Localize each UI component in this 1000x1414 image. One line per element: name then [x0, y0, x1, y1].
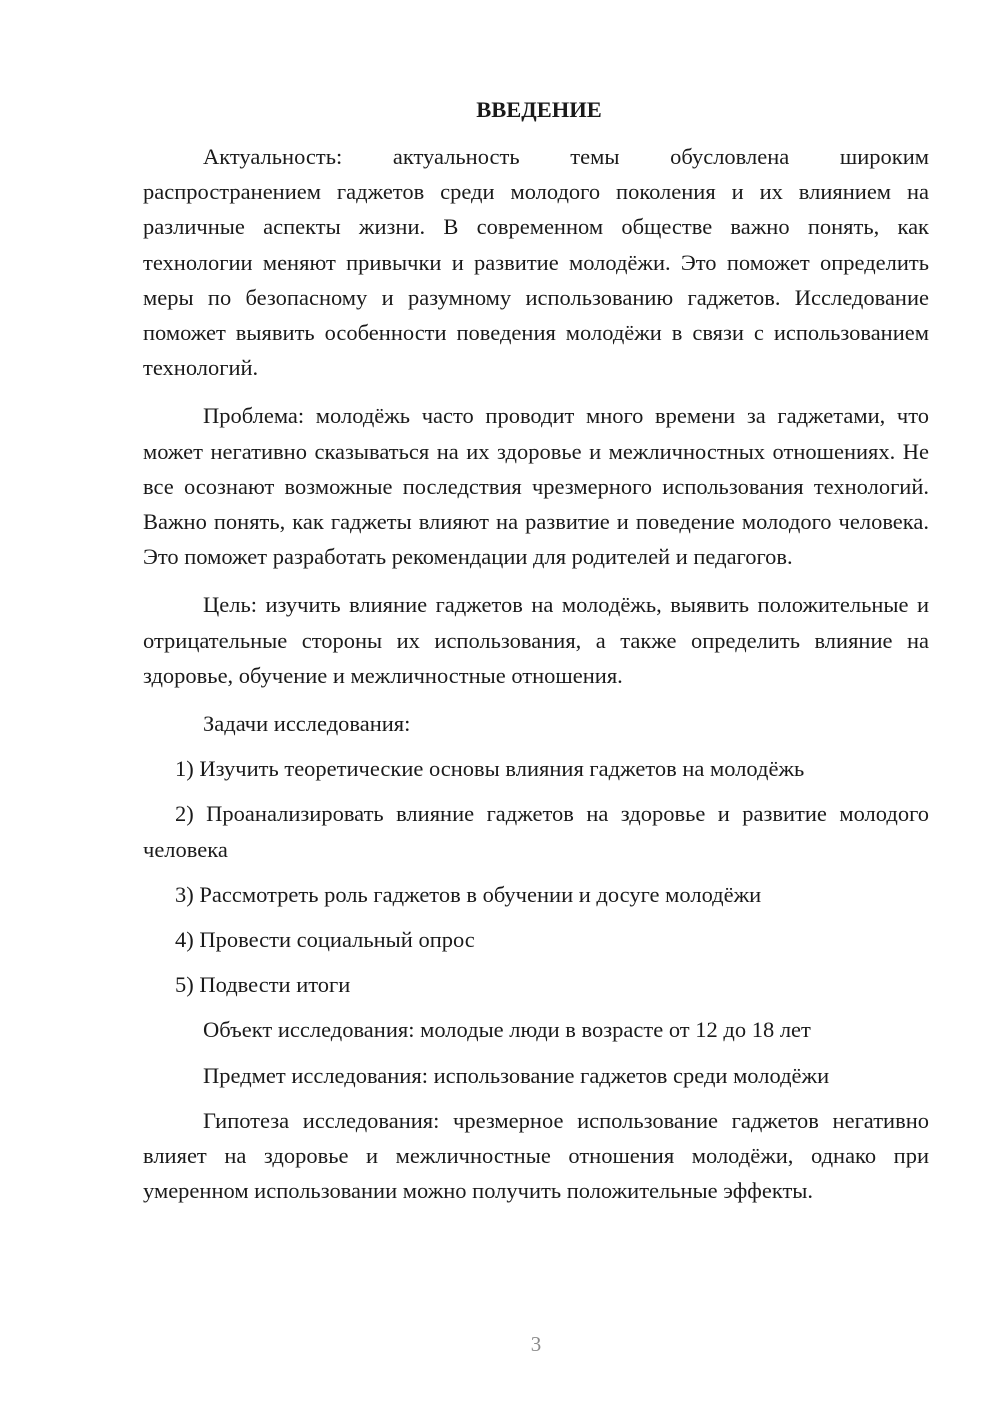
- section-title: ВВЕДЕНИЕ: [476, 97, 602, 122]
- problem-paragraph: Проблема: молодёжь часто проводит много времени за гаджетами, что может негативно сказываться на их здоровье и межличностных отношениях. Не все осознают возможные последствия чрезмерного использования технологий. Важно понять, как гаджеты влияют на развитие и поведение молодого человека. Это поможет разработать рекомендации для родителей и педагогов.: [143, 403, 929, 570]
- task-item: 2) Проанализировать влияние гаджетов на здоровье и развитие молодого человека: [143, 801, 929, 862]
- relevance-paragraph: Актуальность: актуальность темы обусловлена широким распространением гаджетов среди молодого поколения и их влиянием на различные аспекты жизни. В современном обществе важно понять, как технологии меняют привычки и развитие молодёжи. Это поможет определить меры по безопасному и разумному использованию гаджетов. Исследование поможет выявить особенности поведения молодёжи в связи с использованием технологий.: [143, 144, 929, 381]
- task-item: 5) Подвести итоги: [175, 972, 351, 998]
- task-item: 1) Изучить теоретические основы влияния гаджетов на молодёжь: [175, 756, 805, 782]
- document-body: [143, 92, 929, 1221]
- task-item: 3) Рассмотреть роль гаджетов в обучении и досуге молодёжи: [175, 881, 762, 907]
- hypothesis-paragraph: Гипотеза исследования: чрезмерное использование гаджетов негативно влияет на здоровье и межличностные отношения молодёжи, однако при умеренном использовании можно получить положительные эффекты.: [143, 1107, 929, 1204]
- tasks-heading: Задачи исследования:: [203, 711, 411, 737]
- page-number: 3: [530, 1332, 542, 1356]
- subject-paragraph: Предмет исследования: использование гаджетов среди молодёжи: [203, 1062, 830, 1088]
- task-item: 4) Провести социальный опрос: [175, 927, 475, 953]
- object-paragraph: Объект исследования: молодые люди в возрасте от 12 до 18 лет: [203, 1017, 811, 1043]
- goal-paragraph: Цель: изучить влияние гаджетов на молодёжь, выявить положительные и отрицательные стороны их использования, а также определить влияние на здоровье, обучение и межличностные отношения.: [143, 592, 929, 688]
